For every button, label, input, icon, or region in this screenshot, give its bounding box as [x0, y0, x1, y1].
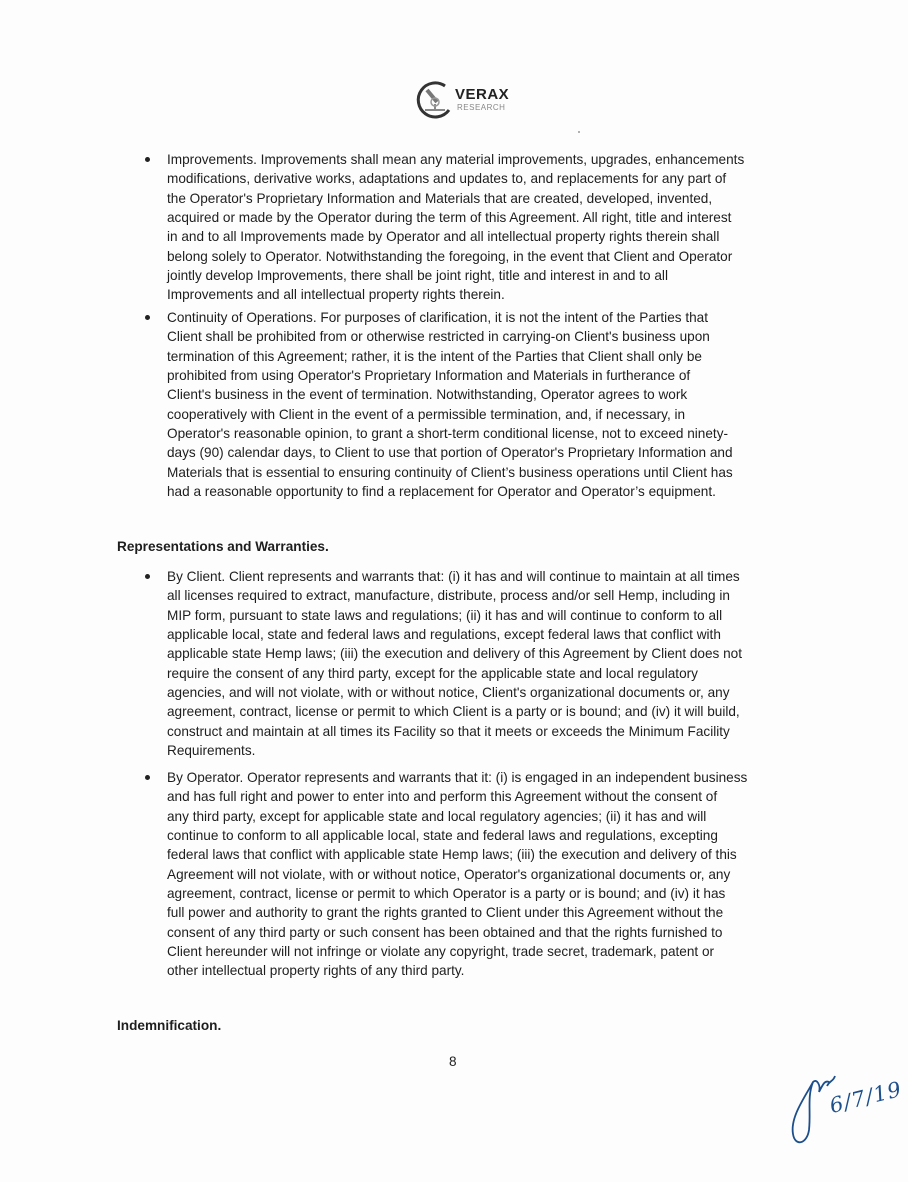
paragraph-line: require the consent of any third party, except for the applicable state and local regulatory	[167, 665, 698, 681]
paragraph-line: By Operator. Operator represents and warrants that it: (i) is engaged in an independent business	[167, 770, 748, 785]
paragraph-line: full power and authority to grant the rights granted to Client under this Agreement without the	[167, 905, 724, 921]
paragraph-line: belong solely to Operator. Notwithstanding the foregoing, in the event that Client and Operator	[167, 248, 733, 264]
bullet-by-client	[167, 567, 742, 760]
logo-title: VERAX	[455, 86, 510, 103]
microscope-logo-icon	[415, 80, 455, 120]
paragraph-line: all licenses required to extract, manufacture, distribute, process and/or sell Hemp, including in	[167, 588, 730, 604]
paragraph-line: Client hereunder will not infringe or violate any copyright, trade secret, trademark, patent or	[167, 944, 715, 960]
paragraph-line: modifications, derivative works, adaptations and updates to, and replacements for any part of	[167, 171, 727, 187]
paragraph-line: By Client. Client represents and warrants that: (i) it has and will continue to maintain at all times	[167, 569, 740, 584]
paragraph-line: Client's business in the event of termination. Notwithstanding, Operator agrees to work	[167, 387, 688, 403]
paragraph-line: applicable local, state and federal laws and regulations, except federal laws that conflict with	[167, 627, 721, 643]
scan-speck	[578, 131, 580, 133]
paragraph-line: termination of this Agreement; rather, it is the intent of the Parties that Client shall only be	[167, 348, 702, 364]
paragraph-line: prohibited from using Operator's Proprietary Information and Materials in furtherance of	[167, 368, 691, 384]
paragraph-line: the Operator's Proprietary Information and Materials that are created, developed, invented,	[167, 190, 713, 206]
paragraph-line: had a reasonable opportunity to find a replacement for Operator and Operator’s equipment.	[167, 484, 716, 500]
paragraph-line: Improvements and all intellectual property rights therein.	[167, 287, 505, 303]
paragraph-line: agreement, contract, license or permit to which Operator is a party or is bound; and (iv) it has	[167, 886, 726, 902]
paragraph-line: consent of any third party or such consent has been obtained and that the rights furnished to	[167, 924, 723, 940]
paragraph-line: acquired or made by the Operator during the term of this Agreement. All right, title and interest	[167, 210, 732, 226]
paragraph-line: Client shall be prohibited from or otherwise restricted in carrying-on Client's business upon	[167, 329, 710, 345]
bullet-icon	[145, 574, 150, 579]
signature-date: 6/7/19	[827, 1076, 905, 1118]
paragraph-line: agreement, contract, license or permit to which Client is a party or is bound; and (iv) it will build,	[167, 704, 740, 720]
bullet-continuity-of-operations	[167, 308, 733, 501]
paragraph-line: applicable state Hemp laws; (iii) the execution and delivery of this Agreement by Client does not	[167, 646, 743, 662]
paragraph-line: and has full right and power to enter into and perform this Agreement without the consent of	[167, 789, 718, 805]
paragraph-line: continue to conform to all applicable local, state and federal laws and regulations, excepting	[167, 828, 718, 844]
paragraph-line: Requirements.	[167, 743, 256, 759]
paragraph-line: MIP form, pursuant to state laws and regulations; (ii) it has and will continue to conform to all	[167, 607, 723, 623]
paragraph-line: Improvements. Improvements shall mean any material improvements, upgrades, enhancements	[167, 152, 745, 167]
paragraph-line: jointly develop Improvements, there shall be joint right, title and interest in and to all	[167, 268, 668, 284]
paragraph-line: days (90) calendar days, to Client to use that portion of Operator's Proprietary Information and	[167, 445, 733, 461]
paragraph-line: agencies, and will not violate, with or without notice, Client's organizational documents or, any	[167, 685, 730, 701]
paragraph-line: Continuity of Operations. For purposes of clarification, it is not the intent of the Parties that	[167, 310, 709, 325]
heading-indemnification: Indemnification.	[117, 1018, 222, 1033]
paragraph-line: cooperatively with Client in the event of a permissible termination, and, if necessary, in	[167, 406, 686, 422]
bullet-by-operator	[167, 768, 747, 981]
bullet-improvements	[167, 150, 744, 305]
bullet-icon	[145, 775, 150, 780]
paragraph-line: Agreement will not violate, with or without notice, Operator's organizational documents or, any	[167, 866, 731, 882]
bullet-icon	[145, 157, 150, 162]
bullet-icon	[145, 315, 150, 320]
verax-research-logo	[415, 80, 525, 126]
paragraph-line: construct and maintain at all times its Facility so that it meets or exceeds the Minimum Facility	[167, 723, 730, 739]
paragraph-line: federal laws that conflict with applicable state Hemp laws; (iii) the execution and delivery of this	[167, 847, 737, 863]
page-number: 8	[449, 1054, 457, 1069]
paragraph-line: other intellectual property rights of any third party.	[167, 963, 465, 979]
paragraph-line: Materials that is essential to ensuring continuity of Client’s business operations until Client has	[167, 464, 733, 480]
paragraph-line: any third party, except for applicable state and local regulatory agencies; (ii) it has and will	[167, 808, 707, 824]
heading-representations-and-warranties: Representations and Warranties.	[117, 539, 329, 554]
logo-subtitle: RESEARCH	[457, 103, 506, 112]
paragraph-line: Operator's reasonable opinion, to grant a short-term conditional license, not to exceed ninety-	[167, 426, 729, 442]
paragraph-line: in and to all Improvements made by Operator and all intellectual property rights therein shall	[167, 229, 720, 245]
